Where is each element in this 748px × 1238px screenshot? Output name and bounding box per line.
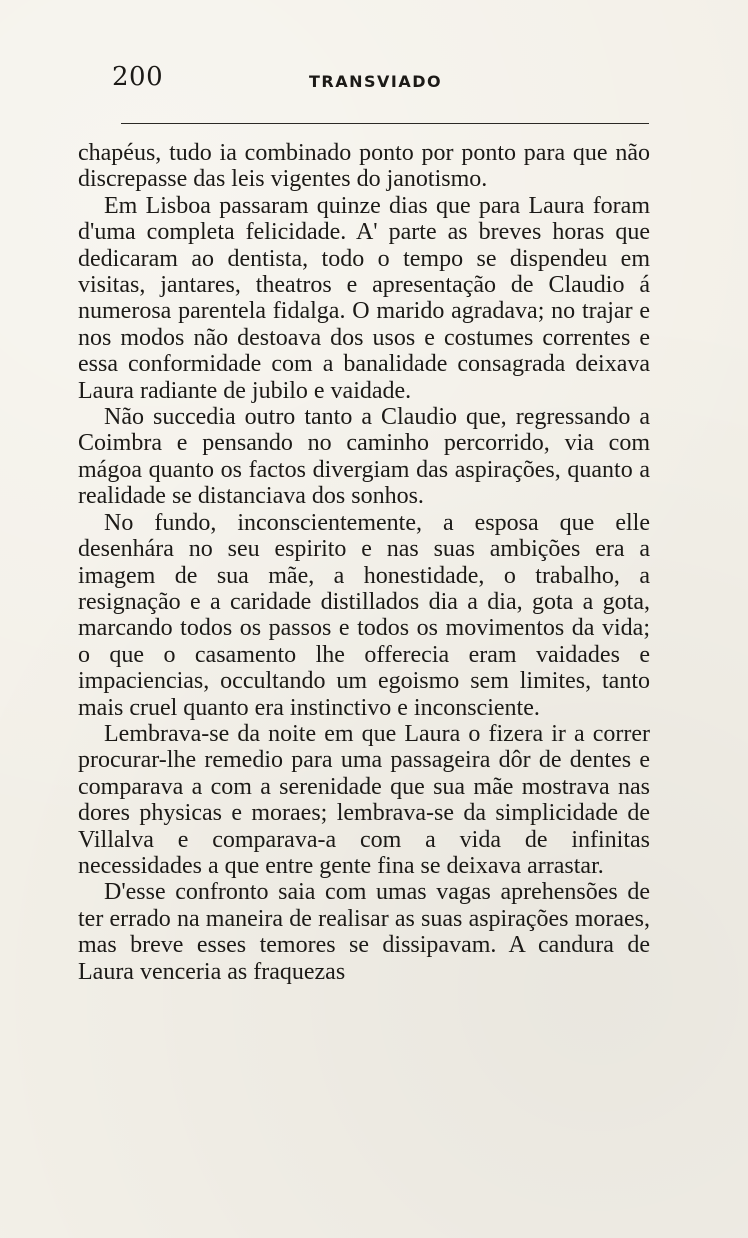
paragraph: Não succedia outro tanto a Claudio que, regressando a Coimbra e pensando no caminho percorrido, via com mágoa quanto os factos divergiam das aspirações, quanto a realidade se distanciava dos sonhos. [78, 404, 650, 510]
page-header [80, 62, 650, 102]
header-rule [121, 123, 649, 124]
running-title: TRANSVIADO [309, 72, 443, 91]
paragraph: Em Lisboa passaram quinze dias que para Laura foram d'uma completa felicidade. A' parte as breves horas que dedicaram ao dentista, todo o tempo se dispendeu em visitas, jantares, theatros e apresentação de Claudio á numerosa parentela fidalga. O marido agradava; no trajar e nos modos não destoava dos usos e costumes correntes e essa conformidade com a banalidade consagrada deixava Laura radiante de jubilo e vaidade. [78, 192, 650, 404]
page-number: 200 [112, 62, 164, 92]
paragraph-continuation: chapéus, tudo ia combinado ponto por ponto para que não discrepasse das leis vigentes do janotismo. [78, 140, 650, 193]
body-text [78, 140, 650, 985]
paragraph: No fundo, inconscientemente, a esposa que elle desenhára no seu espirito e nas suas ambições era a imagem de sua mãe, a honestidade, o trabalho, a resignação e a caridade distillados dia a dia, gota a gota, marcando todos os passos e todos os movimentos da vida; o que o casamento lhe offerecia eram vaidades e impaciencias, occultando um egoismo sem limites, tanto mais cruel quanto era instinctivo e inconsciente. [78, 509, 650, 721]
paragraph: D'esse confronto saia com umas vagas aprehensões de ter errado na maneira de realisar as suas aspirações moraes, mas breve esses temores se dissipavam. A candura de Laura venceria as fraquezas [78, 879, 650, 985]
paragraph: Lembrava-se da noite em que Laura o fizera ir a correr procurar-lhe remedio para uma passageira dôr de dentes e comparava a com a serenidade que sua mãe mostrava nas dores physicas e moraes; lembrava-se da simplicidade de Villalva e comparava-a com a vida de infinitas necessidades a que entre gente fina se deixava arrastar. [78, 720, 650, 879]
